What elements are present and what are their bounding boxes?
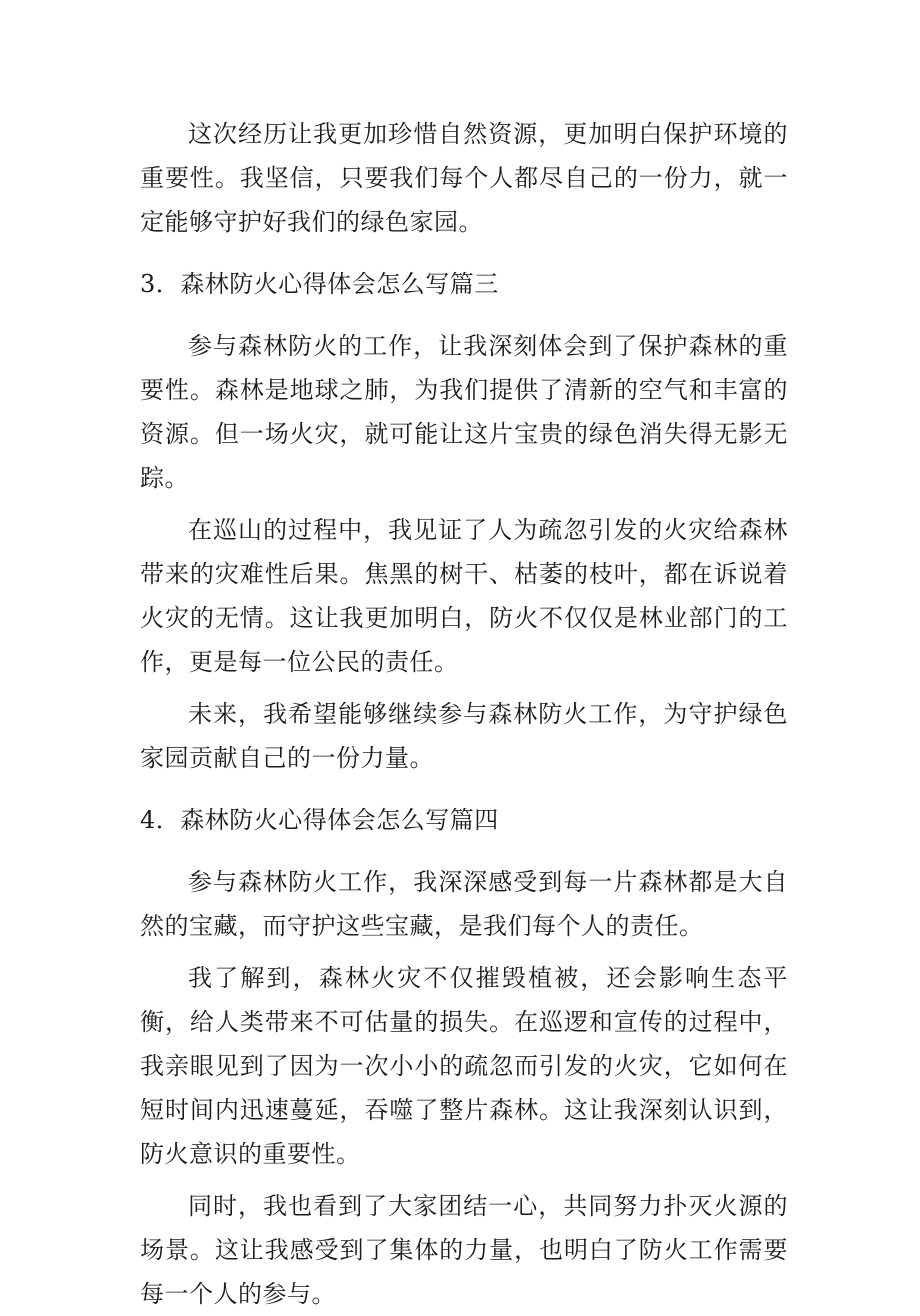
paragraph-s3-1: 参与森林防火的工作，让我深刻体会到了保护森林的重要性。森林是地球之肺，为我们提供了清新的空气和丰富的资源。但一场火灾，就可能让这片宝贵的绿色消失得无影无踪。 — [140, 332, 788, 492]
paragraph-intro: 这次经历让我更加珍惜自然资源，更加明白保护环境的重要性。我坚信，只要我们每个人都尽自己的一份力，就一定能够守护好我们的绿色家园。 — [140, 120, 788, 236]
section-heading-4: 4．森林防火心得体会怎么写篇四 — [140, 806, 499, 834]
paragraph-s4-2: 我了解到，森林火灾不仅摧毁植被，还会影响生态平衡，给人类带来不可估量的损失。在巡逻和宣传的过程中，我亲眼见到了因为一次小小的疏忽而引发的火灾，它如何在短时间内迅速蔓延，吞噬了整片森林。这让我深刻认识到，防火意识的重要性。 — [140, 964, 788, 1168]
document-body — [140, 112, 788, 1316]
paragraph-s3-2: 在巡山的过程中，我见证了人为疏忽引发的火灾给森林带来的灾难性后果。焦黑的树干、枯萎的枝叶，都在诉说着火灾的无情。这让我更加明白，防火不仅仅是林业部门的工作，更是每一位公民的责任。 — [140, 516, 788, 676]
paragraph-s3-3: 未来，我希望能够继续参与森林防火工作，为守护绿色家园贡献自己的一份力量。 — [140, 700, 788, 772]
paragraph-s4-1: 参与森林防火工作，我深深感受到每一片森林都是大自然的宝藏，而守护这些宝藏，是我们每个人的责任。 — [140, 868, 788, 940]
section-heading-3: 3．森林防火心得体会怎么写篇三 — [140, 270, 499, 298]
paragraph-s4-3: 同时，我也看到了大家团结一心，共同努力扑灭火源的场景。这让我感受到了集体的力量，也明白了防火工作需要每一个人的参与。 — [140, 1192, 788, 1308]
